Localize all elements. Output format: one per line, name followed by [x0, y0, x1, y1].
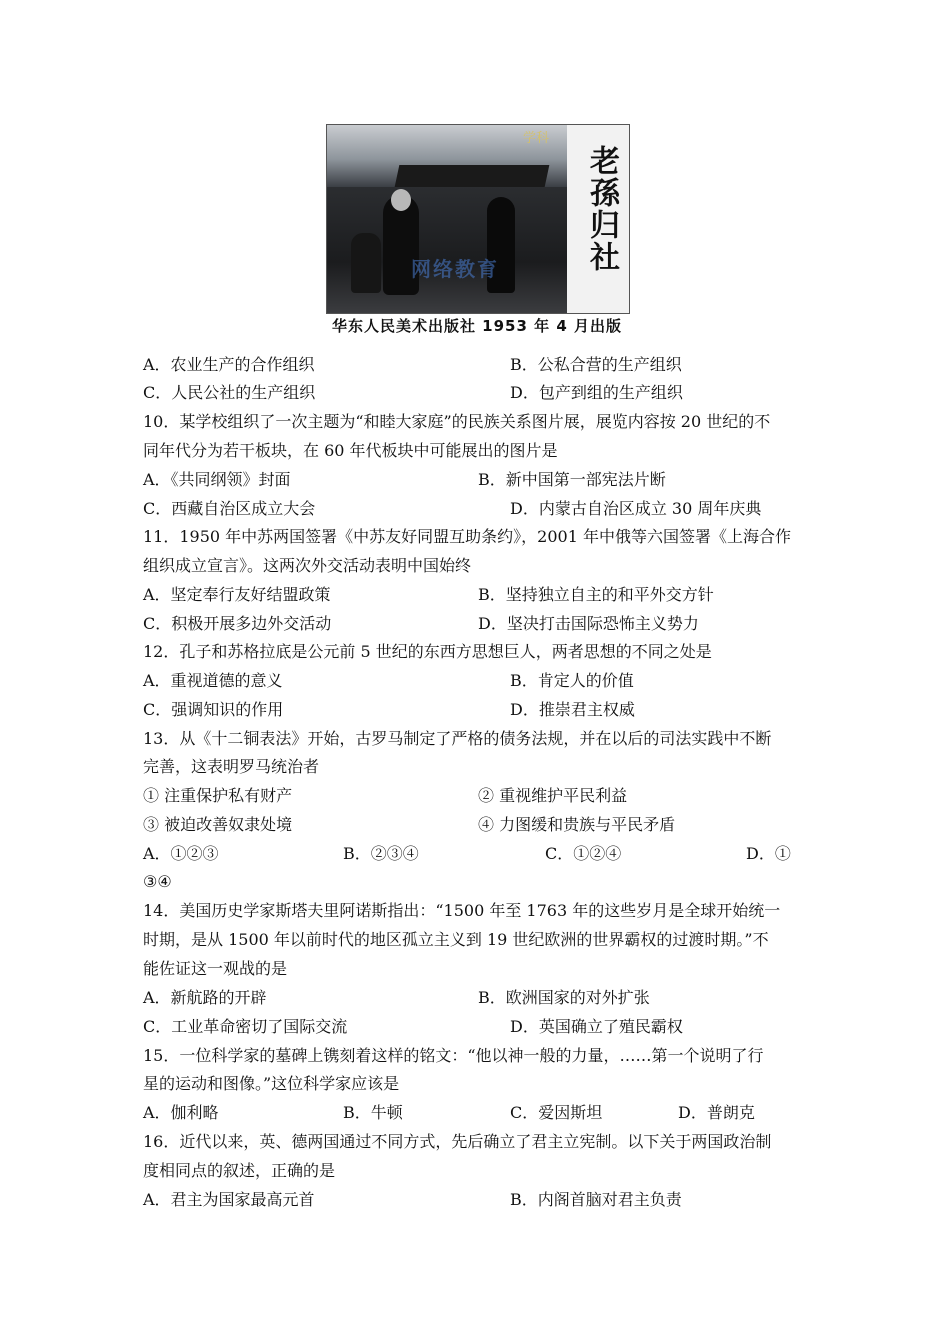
q15-stem-line-2: 星的运动和图像。”这位科学家应该是 [143, 1074, 400, 1093]
q9-option-c: C．人民公社的生产组织 [143, 383, 316, 402]
watermark-logo-center: 网络教育 [411, 257, 499, 281]
q13-option-d-continued: ③④ [143, 872, 172, 891]
q11-option-a: A．坚定奉行友好结盟政策 [143, 585, 331, 604]
q15-option-a: A．伽利略 [143, 1103, 219, 1122]
q13-item-2: ② 重视维护平民利益 [478, 786, 628, 805]
q14-option-b: B．欧洲国家的对外扩张 [478, 988, 650, 1007]
poster-figure-child [351, 233, 381, 293]
q11-stem-line-2: 组织成立宣言》。这两次外交活动表明中国始终 [143, 556, 472, 575]
q10-option-d: D．内蒙古自治区成立 30 周年庆典 [510, 499, 762, 518]
q10-option-c: C．西藏自治区成立大会 [143, 499, 316, 518]
q16-stem-line-1: 16．近代以来，英、德两国通过不同方式，先后确立了君主立宪制。以下关于两国政治制 [143, 1132, 772, 1151]
poster-caption: 华东人民美术出版社 1953 年 4 月出版 [331, 317, 623, 335]
poster-roof [395, 165, 550, 187]
q14-option-c: C．工业革命密切了国际交流 [143, 1017, 348, 1036]
poster-image [326, 124, 630, 314]
q14-stem-line-3: 能佐证这一观战的是 [143, 959, 288, 978]
q13-option-d: D．① [746, 844, 791, 863]
q10-stem-line-1: 10．某学校组织了一次主题为“和睦大家庭”的民族关系图片展，展览内容按 20 世纪的不 [143, 412, 771, 431]
q11-option-c: C．积极开展多边外交活动 [143, 614, 332, 633]
q9-option-a: A．农业生产的合作组织 [143, 355, 315, 374]
q14-stem-line-1: 14．美国历史学家斯塔夫里阿诺斯指出：“1500 年至 1763 年的这些岁月是全球开始统一 [143, 901, 781, 920]
q15-stem-line-1: 15．一位科学家的墓碑上镌刻着这样的铭文：“他以神一般的力量，……第一个说明了行 [143, 1046, 764, 1065]
q14-option-d: D．英国确立了殖民霸权 [510, 1017, 683, 1036]
q13-item-3: ③ 被迫改善奴隶处境 [143, 815, 293, 834]
q15-option-d: D．普朗克 [678, 1103, 755, 1122]
q16-option-a: A．君主为国家最高元首 [143, 1190, 315, 1209]
q9-option-b: B．公私合营的生产组织 [510, 355, 682, 374]
q10-stem-line-2: 同年代分为若干板块，在 60 年代板块中可能展出的图片是 [143, 441, 558, 460]
q12-stem-line-1: 12．孔子和苏格拉底是公元前 5 世纪的东西方思想巨人，两者思想的不同之处是 [143, 642, 712, 661]
q9-option-d: D．包产到组的生产组织 [510, 383, 683, 402]
q13-option-c: C．①②④ [545, 844, 622, 863]
q10-option-a: A．《共同纲领》封面 [143, 470, 291, 489]
poster-title-panel [567, 125, 629, 313]
q13-item-4: ④ 力图缓和贵族与平民矛盾 [478, 815, 676, 834]
q13-option-b: B．②③④ [343, 844, 419, 863]
q13-stem-line-1: 13．从《十二铜表法》开始，古罗马制定了严格的债务法规，并在以后的司法实践中不断 [143, 729, 772, 748]
q16-option-b: B．内阁首脑对君主负责 [510, 1190, 682, 1209]
q11-option-b: B．坚持独立自主的和平外交方针 [478, 585, 714, 604]
q12-option-d: D．推崇君主权威 [510, 700, 635, 719]
q12-option-b: B．肯定人的价值 [510, 671, 634, 690]
watermark-logo-top: 学科 [523, 131, 550, 146]
q15-option-b: B．牛顿 [343, 1103, 403, 1122]
poster-figure-head [391, 189, 411, 211]
q12-option-a: A．重视道德的意义 [143, 671, 283, 690]
q11-stem-line-1: 11．1950 年中苏两国签署《中苏友好同盟互助条约》，2001 年中俄等六国签署《上海合作 [143, 527, 791, 546]
q13-stem-line-2: 完善，这表明罗马统治者 [143, 757, 320, 776]
q13-option-a: A．①②③ [143, 844, 219, 863]
q14-option-a: A．新航路的开辟 [143, 988, 267, 1007]
q16-stem-line-2: 度相同点的叙述，正确的是 [143, 1161, 336, 1180]
q13-item-1: ① 注重保护私有财产 [143, 786, 293, 805]
q10-option-b: B．新中国第一部宪法片断 [478, 470, 666, 489]
q12-option-c: C．强调知识的作用 [143, 700, 284, 719]
q11-option-d: D．坚决打击国际恐怖主义势力 [478, 614, 699, 633]
q14-stem-line-2: 时期，是从 1500 年以前时代的地区孤立主义到 19 世纪欧洲的世界霸权的过渡时期。”不 [143, 930, 769, 949]
poster-title: 老孫归社 [584, 145, 619, 273]
q15-option-c: C．爱因斯坦 [510, 1103, 603, 1122]
